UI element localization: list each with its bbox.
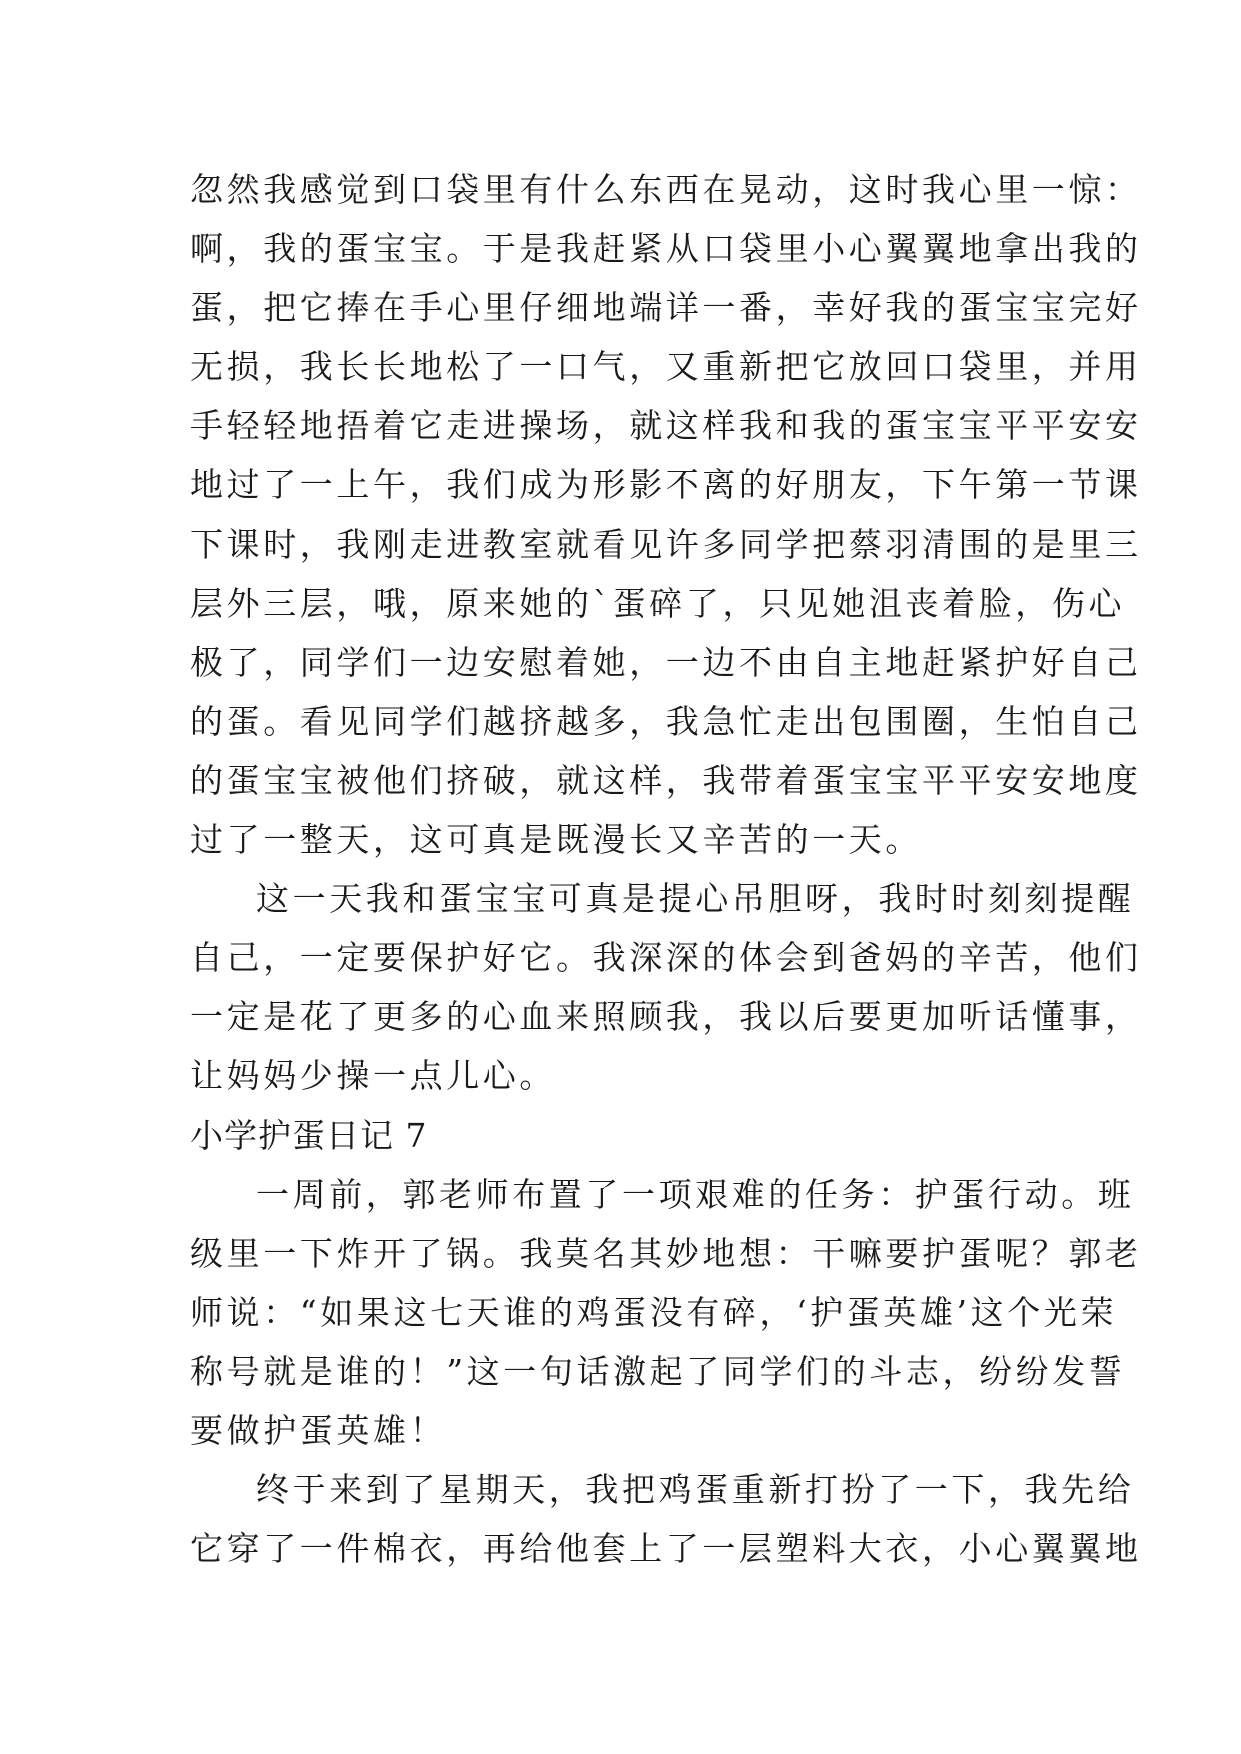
text-line: 下课时，我刚走进教室就看见许多同学把蔡羽清围的是里三 bbox=[190, 524, 1142, 564]
text-line: 啊，我的蛋宝宝。于是我赶紧从口袋里小心翼翼地拿出我的 bbox=[190, 229, 1142, 269]
text-line: 地过了一上午，我们成为形影不离的好朋友，下午第一节课 bbox=[190, 465, 1142, 505]
text-line: 手轻轻地捂着它走进操场，就这样我和我的蛋宝宝平平安安 bbox=[190, 406, 1142, 446]
text-line: 自己，一定要保护好它。我深深的体会到爸妈的辛苦，他们 bbox=[190, 938, 1142, 978]
section-heading: 小学护蛋日记 7 bbox=[190, 1115, 428, 1155]
text-line: 它穿了一件棉衣，再给他套上了一层塑料大衣，小心翼翼地 bbox=[190, 1529, 1142, 1569]
text-line: 师说：“如果这七天谁的鸡蛋没有碎，‘护蛋英雄’这个光荣 bbox=[190, 1292, 1118, 1332]
text-line: 极了，同学们一边安慰着她，一边不由自主地赶紧护好自己 bbox=[190, 642, 1142, 682]
text-line: 让妈妈少操一点儿心。 bbox=[190, 1056, 556, 1096]
text-line: 的蛋宝宝被他们挤破，就这样，我带着蛋宝宝平平安安地度 bbox=[190, 760, 1142, 800]
text-line: 过了一整天，这可真是既漫长又辛苦的一天。 bbox=[190, 820, 922, 860]
paragraph-start-line: 终于来到了星期天，我把鸡蛋重新打扮了一下，我先给 bbox=[256, 1470, 1135, 1510]
paragraph-start-line: 一周前，郭老师布置了一项艰难的任务：护蛋行动。班 bbox=[256, 1174, 1135, 1214]
text-line: 一定是花了更多的心血来照顾我，我以后要更加听话懂事， bbox=[190, 997, 1142, 1037]
text-line: 忽然我感觉到口袋里有什么东西在晃动，这时我心里一惊： bbox=[190, 170, 1142, 209]
text-line: 的蛋。看见同学们越挤越多，我急忙走出包围圈，生怕自己 bbox=[190, 701, 1142, 741]
text-line: 称号就是谁的！”这一句话激起了同学们的斗志，纷纷发誓 bbox=[190, 1351, 1126, 1391]
text-line: 要做护蛋英雄！ bbox=[190, 1410, 447, 1450]
paragraph-start-line: 这一天我和蛋宝宝可真是提心吊胆呀，我时时刻刻提醒 bbox=[256, 879, 1135, 919]
text-line: 无损，我长长地松了一口气，又重新把它放回口袋里，并用 bbox=[190, 347, 1142, 387]
text-line: 级里一下炸开了锅。我莫名其妙地想：干嘛要护蛋呢？郭老 bbox=[190, 1233, 1142, 1273]
text-line: 蛋，把它捧在手心里仔细地端详一番，幸好我的蛋宝宝完好 bbox=[190, 288, 1142, 328]
text-line: 层外三层，哦，原来她的`蛋碎了，只见她沮丧着脸，伤心 bbox=[190, 583, 1126, 623]
document-body bbox=[190, 160, 1142, 1578]
